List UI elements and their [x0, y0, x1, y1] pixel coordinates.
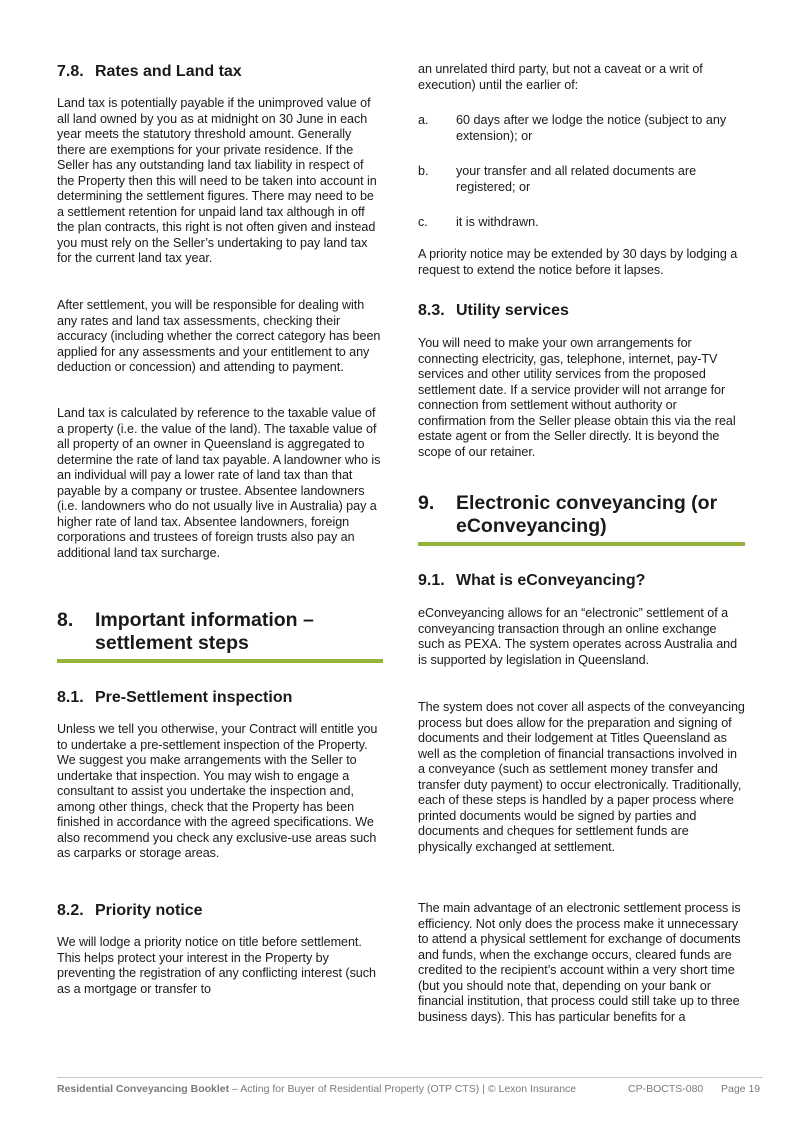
paragraph: The system does not cover all aspects of the conveyancing process but does allow for the preparation and signing of documents and their lodgement at Titles Queensland as well as the completion of financial transactions involved in a conveyance (such as settlement money transfer and transfer duty payment) to occur electronically. Traditionally, each of these steps is handled by a paper process where printed documents would be signed by parties and documents and cheques for settlement funds are physically exchanged at settlement.	[418, 700, 745, 854]
list-item: b. your transfer and all related documents are registered; or	[418, 164, 697, 194]
section-8-3-heading: 8.3. Utility services	[418, 302, 569, 319]
paragraph: eConveyancing allows for an “electronic” settlement of a conveyancing transaction through an online exchange such as PEXA. The system operates across Australia and is supported by legislation in Queensland.	[418, 606, 738, 667]
page-number: Page 19	[721, 1083, 761, 1095]
section-divider	[57, 659, 383, 663]
paragraph: We will lodge a priority notice on title before settlement. This helps protect your interest in the Property by preventing the registration of any conflicting interest (such as a mortgage or transfer to	[57, 935, 376, 996]
paragraph: Land tax is potentially payable if the unimproved value of all land owned by you as at midnight on 30 June in each year meets the statutory threshold amount. Generally there are exemptions for your private residence. If the Seller has any outstanding land tax liability in respect of the Property then this will need to be taken into account in determining the settlement figures. There may need to be a settlement retention for unpaid land tax although in off the plan contracts, this right is not often given and instead you must rely on the Seller’s undertaking to pay land tax for the current land tax year.	[57, 96, 377, 266]
list-item: a. 60 days after we lodge the notice (subject to any extension); or	[418, 113, 727, 143]
paragraph: A priority notice may be extended by 30 days by lodging a request to extend the notice before it lapses.	[418, 247, 738, 277]
paragraph: The main advantage of an electronic settlement process is efficiency. Not only does the process make it unnecessary to attend a physical settlement for exchange of documents and funds, when the exchange occurs, cleared funds are credited to the recipient’s account within a very short time (but you should note that, depending on your bank or financial institution, that process could still take up to three business days). This has particular benefits for a	[418, 901, 741, 1024]
section-8-1-heading: 8.1. Pre-Settlement inspection	[57, 689, 293, 706]
section-8-2-heading: 8.2. Priority notice	[57, 902, 203, 919]
section-7-8-heading: 7.8. Rates and Land tax	[57, 63, 242, 80]
section-9-heading: 9. Electronic conveyancing (or eConveyancing)	[418, 492, 718, 537]
section-divider	[418, 542, 745, 546]
paragraph: You will need to make your own arrangements for connecting electricity, gas, telephone, internet, pay-TV services and other utility services from the proposed settlement date. If a service provider will not arrange for connection from settlement without authority or confirmation from the Seller please obtain this via the real estate agent or from the Seller directly. It is beyond the scope of our retainer.	[418, 336, 736, 459]
section-9-1-heading: 9.1. What is eConveyancing?	[418, 572, 646, 589]
section-8-heading: 8. Important information – settlement steps	[57, 609, 314, 654]
footer-code: CP-BOCTS-080	[628, 1083, 704, 1095]
paragraph: Land tax is calculated by reference to the taxable value of a property (i.e. the value of the land). The taxable value of all property of an owner in Queensland is aggregated to determine the rate of land tax payable. A landowner who is an individual will pay a lower rate of land tax than that payable by a company or trustee. Absentee landowners (i.e. landowners who do not usually live in Australia) pay a higher rate of land tax. Absentee landowners, foreign corporations and trustees of foreign trusts also pay an additional land tax surcharge.	[57, 406, 381, 560]
paragraph: Unless we tell you otherwise, your Contract will entitle you to undertake a pre-settlement inspection of the Property. We suggest you make arrangements with the Seller to undertake that inspection. You may wish to engage a consultant to assist you undertake the inspection and, among other things, check that the Property has been finished in accordance with the agreed specifications. We also recommend you check any exclusive-use areas such as carparks or storage areas.	[57, 722, 378, 861]
paragraph: an unrelated third party, but not a caveat or a writ of execution) until the earlier of:	[418, 62, 703, 92]
list-item: c. it is withdrawn.	[418, 215, 539, 229]
paragraph: After settlement, you will be responsible for dealing with any rates and land tax assessments, checking their accuracy (including whether the correct category has been applied for any assessments and your entitlement to any deduction or concession) and attending to payment.	[57, 298, 381, 375]
footer-title: Residential Conveyancing Booklet – Acting for Buyer of Residential Property (OTP CTS) | © Lexon Insurance	[57, 1083, 577, 1095]
footer-divider	[57, 1077, 763, 1078]
